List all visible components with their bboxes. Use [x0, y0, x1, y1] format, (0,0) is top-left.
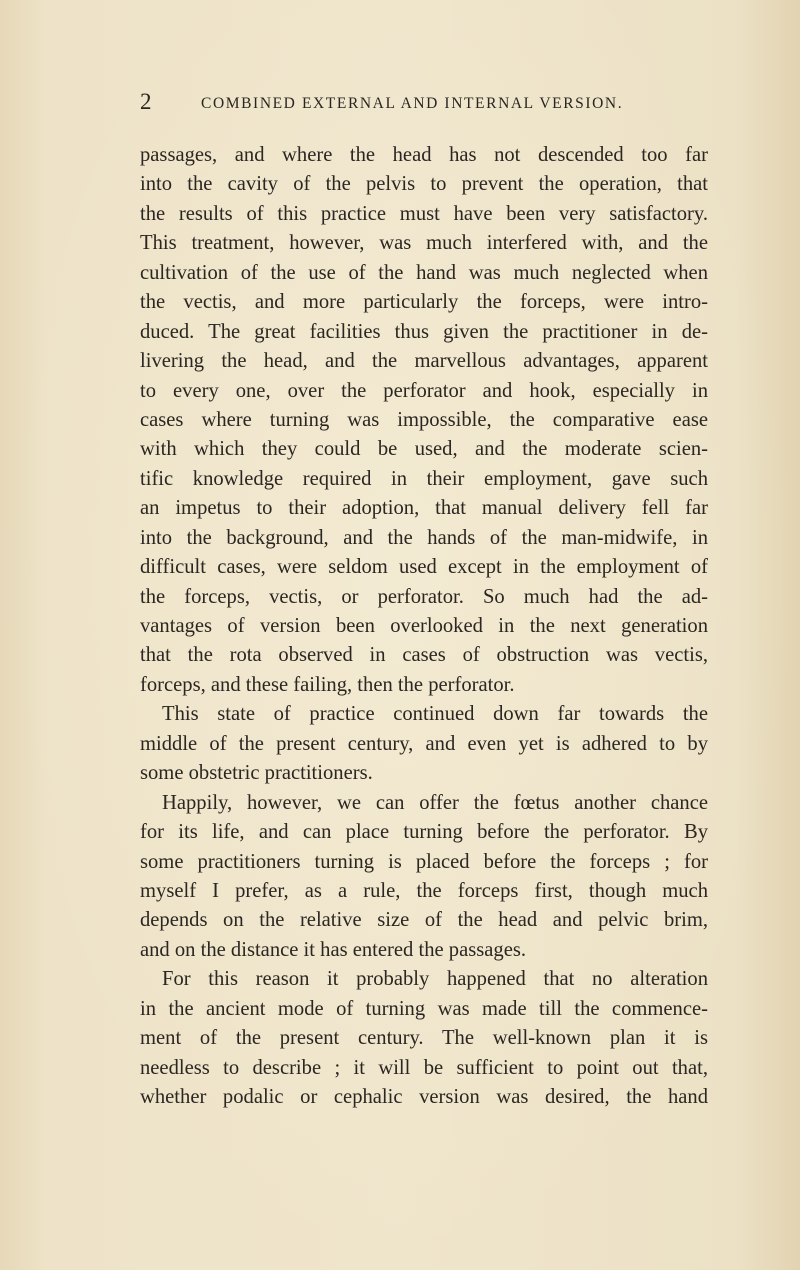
- text-line: middle of the present century, and even yet is adhered to by: [140, 732, 708, 755]
- text-line: This treatment, however, was much interfered with, and the: [140, 232, 708, 255]
- text-line: into the cavity of the pelvis to prevent the operation, that: [140, 173, 708, 196]
- body-text: [140, 141, 708, 1112]
- text-line: to every one, over the perforator and hook, especially in: [140, 379, 708, 402]
- text-line: duced. The great facilities thus given the practitioner in de-: [140, 320, 708, 343]
- text-line: For this reason it probably happened that no alteration: [162, 968, 708, 991]
- text-line: passages, and where the head has not descended too far: [140, 144, 708, 166]
- text-line: for its life, and can place turning before the perforator. By: [140, 821, 708, 844]
- text-line: depends on the relative size of the head and pelvic brim,: [140, 909, 708, 932]
- text-line: the results of this practice must have been very satisfactory.: [140, 202, 708, 225]
- text-line: whether podalic or cephalic version was desired, the hand: [140, 1086, 708, 1108]
- text-line: cases where turning was impossible, the comparative ease: [140, 408, 708, 431]
- text-line: and on the distance it has entered the passages.: [140, 938, 527, 961]
- text-line: difficult cases, were seldom used except in the employment of: [140, 556, 708, 579]
- text-line: Happily, however, we can offer the fœtus another chance: [162, 791, 708, 814]
- running-head: COMBINED EXTERNAL AND INTERNAL VERSION.: [201, 95, 624, 112]
- text-line: with which they could be used, and the moderate scien-: [140, 438, 708, 461]
- text-line: some practitioners turning is placed before the forceps ; for: [140, 850, 708, 873]
- text-line: the vectis, and more particularly the forceps, were intro-: [140, 291, 708, 314]
- text-line: This state of practice continued down far towards the: [162, 703, 708, 726]
- text-line: into the background, and the hands of the man-midwife, in: [140, 526, 708, 549]
- text-line: livering the head, and the marvellous advantages, apparent: [140, 350, 708, 373]
- text-line: that the rota observed in cases of obstruction was vectis,: [140, 644, 708, 667]
- text-line: tific knowledge required in their employment, gave such: [140, 467, 708, 490]
- text-line: forceps, and these failing, then the perforator.: [140, 673, 515, 696]
- text-line: an impetus to their adoption, that manual delivery fell far: [140, 497, 708, 520]
- page-number: 2: [140, 89, 152, 114]
- text-line: needless to describe ; it will be sufficient to point out that,: [140, 1056, 708, 1079]
- text-line: the forceps, vectis, or perforator. So much had the ad-: [140, 585, 708, 608]
- text-line: cultivation of the use of the hand was much neglected when: [140, 261, 708, 284]
- text-line: myself I prefer, as a rule, the forceps first, though much: [140, 879, 708, 902]
- page-header: [140, 89, 700, 117]
- text-line: vantages of version been overlooked in the next generation: [140, 615, 708, 637]
- text-line: some obstetric practitioners.: [140, 762, 373, 785]
- text-line: ment of the present century. The well-known plan it is: [140, 1027, 708, 1050]
- text-line: in the ancient mode of turning was made till the commence-: [140, 997, 708, 1020]
